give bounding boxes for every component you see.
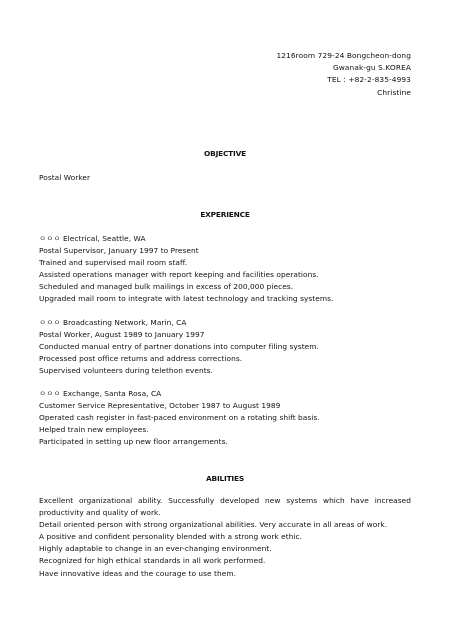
applicant-name: Christine bbox=[377, 87, 411, 97]
experience-heading: EXPERIENCE bbox=[200, 210, 250, 219]
contact-header bbox=[276, 50, 411, 99]
job-employer: ㅇㅇㅇ Exchange, Santa Rosa, CA bbox=[39, 389, 162, 398]
ability-item: Highly adaptable to change in an ever-changing environment. bbox=[39, 544, 272, 554]
job-employer: ㅇㅇㅇ Electrical, Seattle, WA bbox=[39, 234, 146, 243]
job-employer: ㅇㅇㅇ Broadcasting Network, Marin, CA bbox=[39, 318, 187, 327]
ability-item: A positive and confident personality blended with a strong work ethic. bbox=[39, 532, 303, 542]
job-entry bbox=[39, 233, 333, 306]
job-duty: Assisted operations manager with report keeping and facilities operations. bbox=[39, 270, 319, 280]
address-line-1: 1216room 729-24 Bongcheon-dong bbox=[276, 51, 411, 60]
objective-heading: OBJECTIVE bbox=[204, 149, 246, 158]
job-duty: Upgraded mail room to integrate with latest technology and tracking systems. bbox=[39, 294, 334, 304]
job-title: Postal Supervisor, January 1997 to Present bbox=[39, 246, 199, 256]
address-line-2: Gwanak-gu S.KOREA bbox=[332, 63, 411, 73]
ability-item: Detail oriented person with strong organizational abilities. Very accurate in all areas of work. bbox=[39, 520, 388, 530]
job-entry bbox=[39, 317, 319, 377]
job-title: Customer Service Representative, October 1987 to August 1989 bbox=[39, 401, 281, 411]
job-duty: Processed post office returns and address corrections. bbox=[39, 354, 243, 364]
abilities-heading: ABILITIES bbox=[206, 474, 244, 483]
job-duty: Scheduled and managed bulk mailings in excess of 200,000 pieces. bbox=[39, 282, 294, 292]
job-title: Postal Worker, August 1989 to January 1997 bbox=[39, 330, 205, 340]
abilities-list bbox=[39, 495, 411, 580]
phone-number: TEL : +82-2-835-4993 bbox=[327, 75, 411, 85]
job-duty: Helped train new employees. bbox=[39, 425, 149, 435]
ability-item: Have innovative ideas and the courage to use them. bbox=[39, 568, 236, 578]
job-duty: Supervised volunteers during telethon events. bbox=[39, 366, 213, 376]
job-duty: Participated in setting up new floor arrangements. bbox=[39, 437, 228, 447]
ability-item: Recognized for high ethical standards in all work performed. bbox=[39, 556, 266, 566]
job-entry bbox=[39, 388, 320, 448]
job-duty: Trained and supervised mail room staff. bbox=[39, 258, 188, 268]
objective-text: Postal Worker bbox=[39, 173, 91, 182]
job-duty: Conducted manual entry of partner donations into computer filing system. bbox=[39, 342, 319, 352]
ability-item: Excellent organizational ability. Successfully developed new systems which have increased productivity and quality of work. bbox=[39, 496, 411, 518]
job-duty: Operated cash register in fast-paced environment on a rotating shift basis. bbox=[39, 413, 320, 423]
